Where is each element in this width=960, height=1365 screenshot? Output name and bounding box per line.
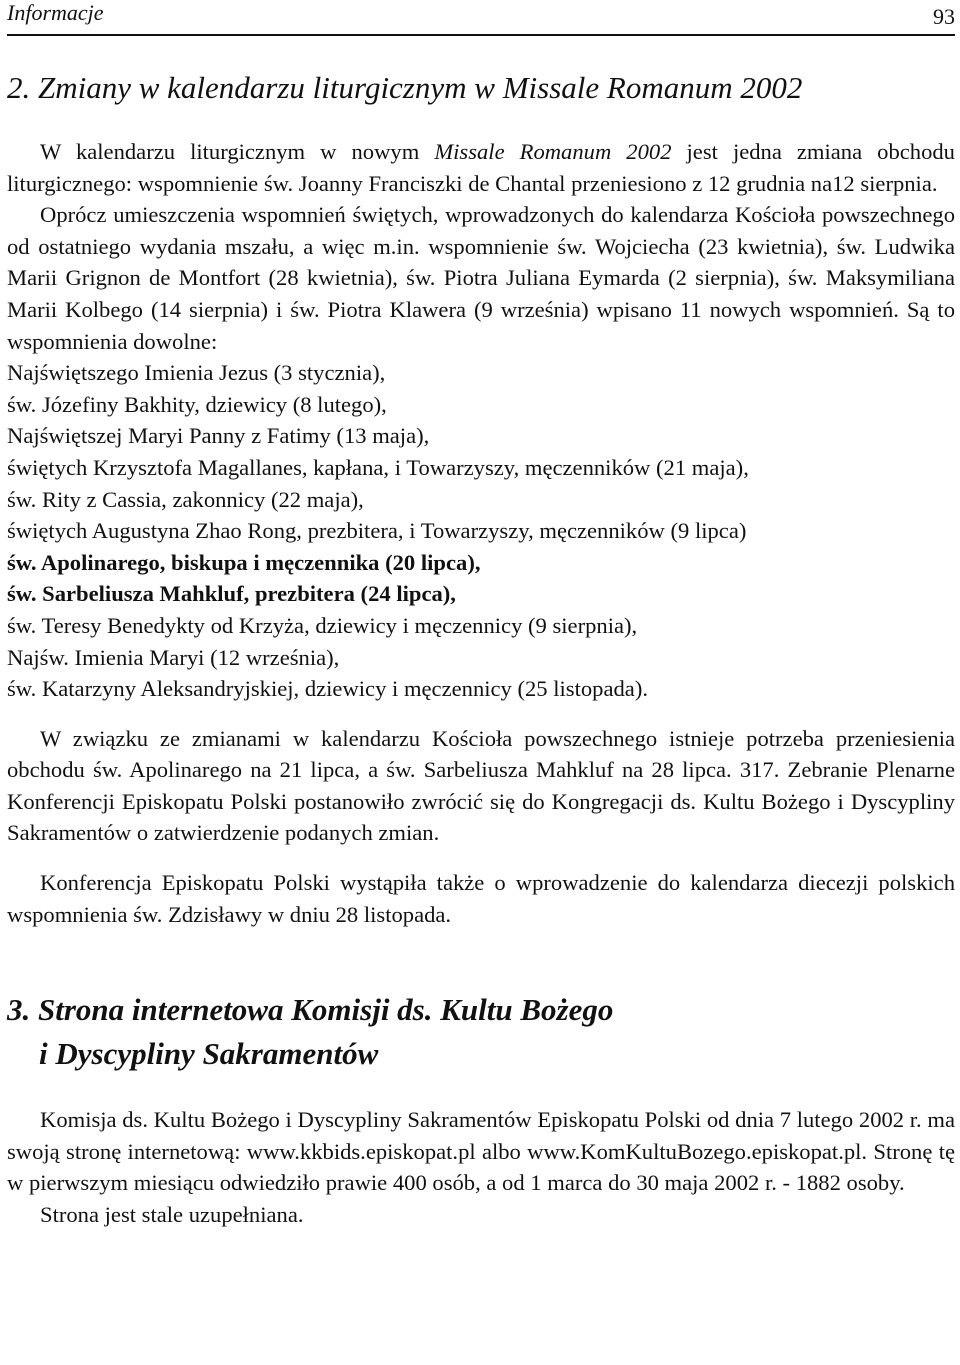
page-number: 93 [933, 4, 955, 29]
list-item: św. Katarzyny Aleksandryjskiej, dziewicy i męczennicy (25 listopada). [7, 676, 648, 702]
section-2-paragraph-3: W związku ze zmianami w kalendarzu Kościoła powszechnego istnieje potrzeba przeniesienia obchodu św. Apolinarego na 21 lipca, a św. Sarbeliusza Mahkluf na 28 lipca. 317. Zebranie Plenarne Konferencji Episkopatu Polski postanowiło zwrócić się do Kongregacji ds. Kultu Bożego i Dyscypliny Sakramentów o zatwierdzenie podanych zmian. [7, 725, 955, 846]
section-3-title-line-2: i Dyscypliny Sakramentów [39, 1036, 379, 1072]
list-item: świętych Krzysztofa Magallanes, kapłana, i Towarzyszy, męczenników (21 maja), [7, 454, 749, 480]
section-2-paragraph-2: Oprócz umieszczenia wspomnień świętych, wprowadzonych do kalendarza Kościoła powszechnego od ostatniego wydania mszału, a więc m.in. wspomnienie św. Wojciecha (23 kwietnia), św. Ludwika Marii Grignon de Montfort (28 kwietnia), św. Piotra Juliana Eymarda (2 sierpnia), św. Maksymiliana Marii Kolbego (14 sierpnia) i św. Piotra Klawera (9 września) wpisano 11 nowych wspomnień. Są to wspomnienia dowolne: [7, 202, 955, 354]
page-header [7, 0, 955, 36]
paragraph-text: W kalendarzu liturgicznym w nowym [40, 139, 435, 164]
section-3-paragraph-2: Strona jest stale uzupełniana. [40, 1202, 304, 1228]
memorials-list [7, 357, 955, 705]
list-item: św. Rity z Cassia, zakonnicy (22 maja), [7, 486, 364, 512]
list-item: św. Teresy Benedykty od Krzyża, dziewicy i męczennicy (9 sierpnia), [7, 612, 638, 638]
missale-title: Missale Romanum 2002 [434, 139, 672, 164]
list-item: Najśw. Imienia Maryi (12 września), [7, 644, 340, 670]
running-head: Informacje [7, 0, 104, 25]
section-3-paragraph-1: Komisja ds. Kultu Bożego i Dyscypliny Sakramentów Episkopatu Polski od dnia 7 lutego 2002 r. ma swoją stronę internetową: www.kkbids.episkopat.pl albo www.KomKultuBozego.episkopat.pl. Stronę tę w pierwszym miesiącu odwiedziło prawie 400 osób, a od 1 marca do 30 maja 2002 r. - 1882 osoby. [7, 1107, 955, 1196]
list-item: świętych Augustyna Zhao Rong, prezbitera, i Towarzyszy, męczenników (9 lipca) [7, 518, 747, 544]
section-3-title-line-1: 3. Strona internetowa Komisji ds. Kultu Bożego [7, 992, 614, 1028]
list-item: św. Apolinarego, biskupa i męczennika (20 lipca), [7, 549, 481, 575]
paragraph-text: jest jedna zmiana obchodu liturgicznego: wspomnienie św. Joanny Franciszki de Chantal przeniesiono z 12 grudnia na12 sierpnia. [7, 139, 955, 196]
list-item: św. Józefiny Bakhity, dziewicy (8 lutego), [7, 391, 387, 417]
section-2-paragraph-4: Konferencja Episkopatu Polski wystąpiła także o wprowadzenie do kalendarza diecezji polskich wspomnienia św. Zdzisławy w dniu 28 listopada. [7, 870, 955, 927]
section-2-paragraph-1 [7, 136, 955, 199]
page-content [7, 68, 955, 1231]
list-item: św. Sarbeliusza Mahkluf, prezbitera (24 lipca), [7, 581, 456, 607]
list-item: Najświętszego Imienia Jezus (3 stycznia), [7, 360, 386, 386]
list-item: Najświętszej Maryi Panny z Fatimy (13 maja), [7, 423, 430, 449]
section-2-title: 2. Zmiany w kalendarzu liturgicznym w Missale Romanum 2002 [7, 70, 803, 105]
section-3-title [7, 988, 955, 1076]
